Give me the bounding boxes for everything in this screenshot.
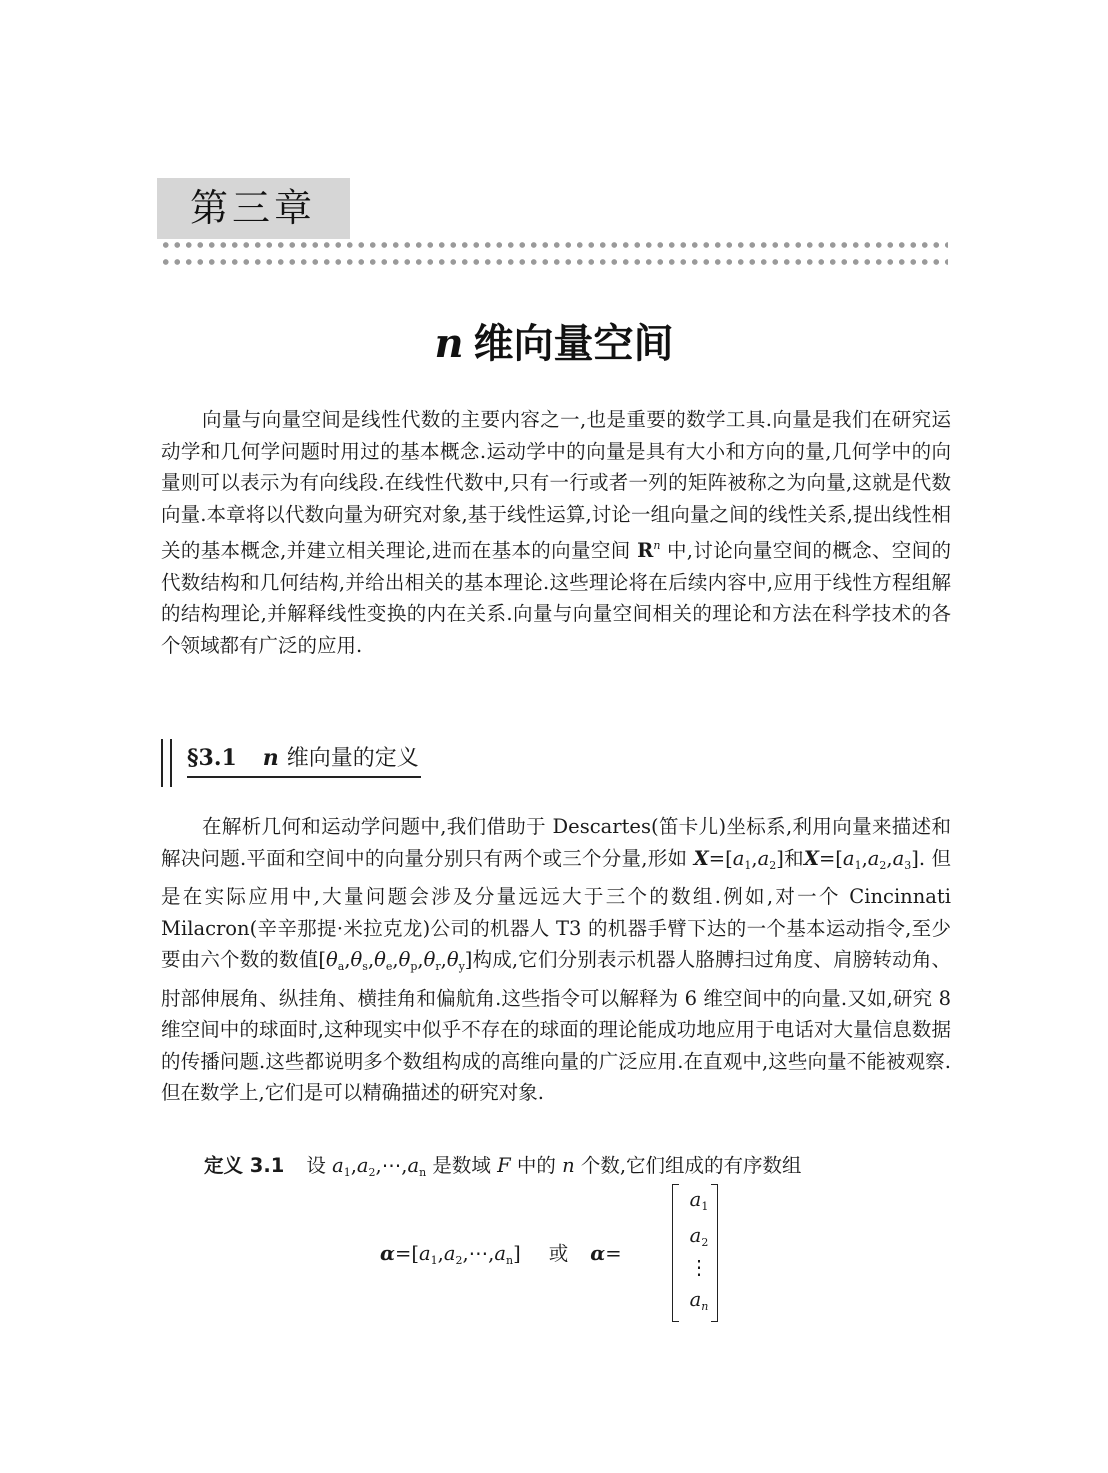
vector-formula xyxy=(380,1184,780,1324)
definition-label: 定义 3.1 xyxy=(204,1154,285,1177)
space-symbol: $R^n$ xyxy=(637,539,661,562)
dotted-divider xyxy=(160,240,948,250)
definition: 定义 3.1 设 $a_1,a_2,\cdots,a_n$ 是数域 F 中的 n 个数,它们组成的有序数组 xyxy=(204,1154,802,1179)
section-paragraph: 在解析几何和运动学问题中,我们借助于 Descartes(笛卡儿)坐标系,利用向量来描述和解决问题.平面和空间中的向量分别只有两个或三个分量,形如 $X=[a_1,a_2]$和$X=[a_1,a_2,a_3]$. 但是在实际应用中,大量问题会涉及分量远远大于三个的数组.例如,对一个 Cincinnati Milacron(辛辛那提·米拉克龙)公司的机器人 T3 的机器手臂下达的一个基本运动指令,至少要由六个数的数值$[\theta_a,\theta_s,\theta_e,\theta_p,\theta_r,\theta_y]$构成,它们分别表示机器人胳膊扫过角度、肩膀转动角、肘部伸展角、纵挂角、横挂角和偏航角.这些指令可以解释为 6 维空间中的向量.又如,研究 8 维空间中的球面时,这种现实中似乎不存在的球面的理论能成功地应用于电话对大量信息数据的传播问题.这些都说明多个数组构成的高维向量的广泛应用.在直观中,这些向量不能被观察.但在数学上,它们是可以精确描述的研究对象. xyxy=(161,815,951,1104)
left-bracket xyxy=(672,1184,679,1322)
section-bar xyxy=(170,739,172,787)
section-number: §3.1 xyxy=(187,745,237,771)
chapter-title: n 维向量空间 xyxy=(434,320,674,367)
section-bar xyxy=(161,739,163,787)
dotted-divider xyxy=(160,257,948,267)
chapter-label: 第三章 xyxy=(190,186,317,230)
intro-paragraph: 向量与向量空间是线性代数的主要内容之一,也是重要的数学工具.向量是我们在研究运动学和几何学问题时用过的基本概念.运动学中的向量是具有大小和方向的量,几何学中的向量则可以表示为有向线段.在线性代数中,只有一行或者一列的矩阵被称之为向量,这就是代数向量.本章将以代数向量为研究对象,基于线性运算,讨论一组向量之间的线性关系,提出线性相关的基本概念,并建立相关理论,进而在基本的向量空间 $R^n$ 中,讨论向量空间的概念、空间的代数结构和几何结构,并给出相关的基本理论.这些理论将在后续内容中,应用于线性方程组解的结构理论,并解释线性变换的内在关系.向量与向量空间相关的理论和方法在科学技术的各个领域都有广泛的应用. xyxy=(161,408,951,657)
row-vector: $\alpha=[a_1,a_2,\cdots,a_n]$ 或 α= xyxy=(380,1242,622,1267)
section-title: 维向量的定义 xyxy=(286,746,419,771)
column-vector: $a_1$ $a_2$ ⋮ $a_n$ xyxy=(672,1184,718,1322)
section-heading: §3.1 n 维向量的定义 xyxy=(161,737,491,787)
